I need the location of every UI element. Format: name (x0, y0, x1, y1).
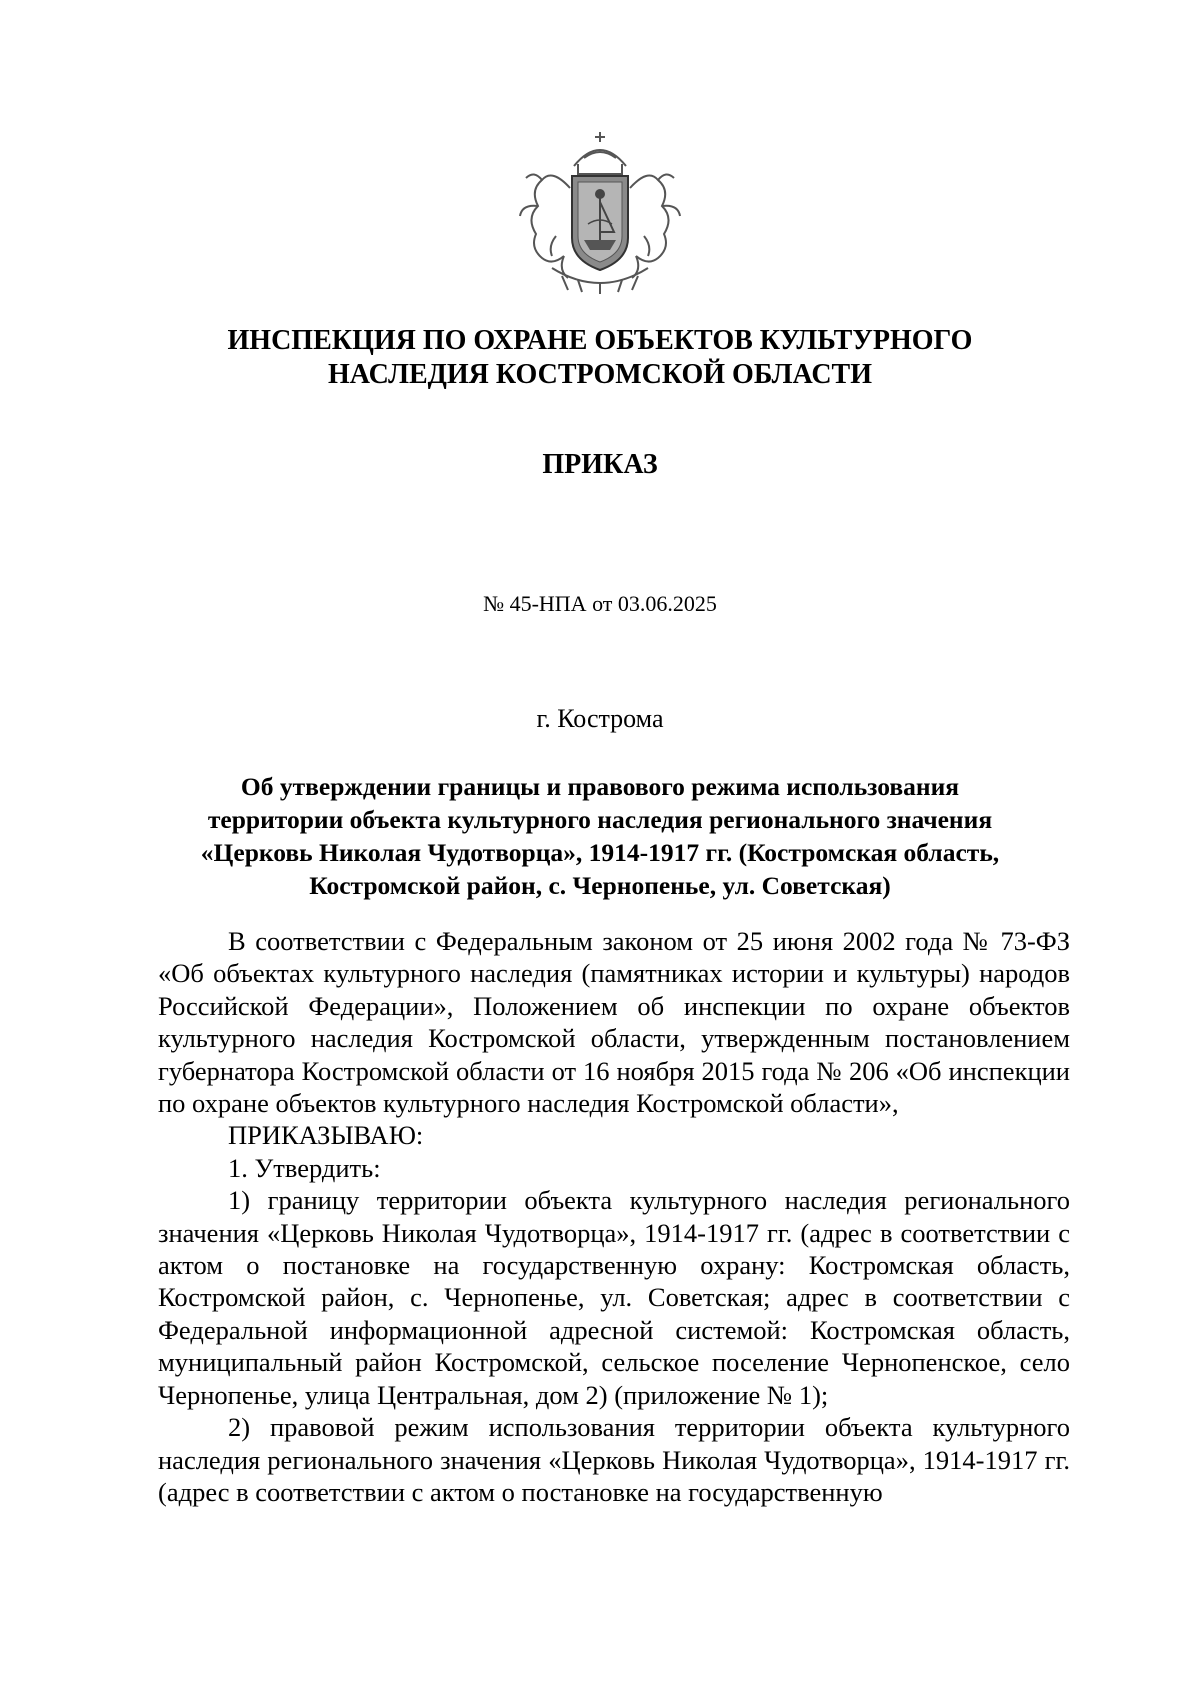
document-type: ПРИКАЗ (542, 449, 658, 480)
organization-name (0, 324, 1200, 392)
document-body (158, 925, 1070, 1508)
organization-name-line2: НАСЛЕДИЯ КОСТРОМСКОЙ ОБЛАСТИ (327, 359, 873, 390)
preamble-paragraph: В соответствии с Федеральным законом от 25 июня 2002 года № 73-ФЗ «Об объектах культурного наследия (памятниках истории и культуры) народов Российской Федерации», Положением об инспекции по охране объектов культурного наследия Костромской области, утвержденным постановлением губернатора Костромской области от 16 ноября 2015 года № 206 «Об инспекции по охране объектов культурного наследия Костромской области», (158, 926, 1070, 1119)
sub-item-1: 1) границу территории объекта культурного наследия регионального значения «Церковь Николая Чудотворца», 1914-1917 гг. (адрес в соответствии с актом о постановке на государственную охрану: Костромская область, Костромской район, с. Чернопенье, ул. Советская; адрес в соответствии с Федеральной информационной адресной системой: Костромская область, муниципальный район Костромской, сельское поселение Чернопенское, село Чернопенье, улица Центральная, дом 2) (приложение № 1); (158, 1185, 1070, 1410)
item-1: 1. Утвердить: (228, 1152, 381, 1183)
coat-of-arms-icon (512, 128, 688, 294)
document-title (140, 770, 1060, 902)
document-city: г. Кострома (536, 704, 664, 733)
order-word: ПРИКАЗЫВАЮ: (228, 1120, 424, 1151)
organization-name-line1: ИНСПЕКЦИЯ ПО ОХРАНЕ ОБЪЕКТОВ КУЛЬТУРНОГО (227, 325, 973, 356)
document-title-line4: Костромской район, с. Чернопенье, ул. Советская) (309, 871, 891, 900)
document-title-line1: Об утверждении границы и правового режима использования (240, 772, 960, 801)
document-number: № 45-НПА от 03.06.2025 (483, 591, 717, 616)
document-title-line2: территории объекта культурного наследия регионального значения (207, 805, 993, 834)
document-title-line3: «Церковь Николая Чудотворца», 1914-1917 гг. (Костромская область, (200, 838, 1000, 867)
sub-item-2: 2) правовой режим использования территории объекта культурного наследия регионального значения «Церковь Николая Чудотворца», 1914-1917 гг. (адрес в соответствии с актом о постановке на государственную (158, 1412, 1070, 1507)
